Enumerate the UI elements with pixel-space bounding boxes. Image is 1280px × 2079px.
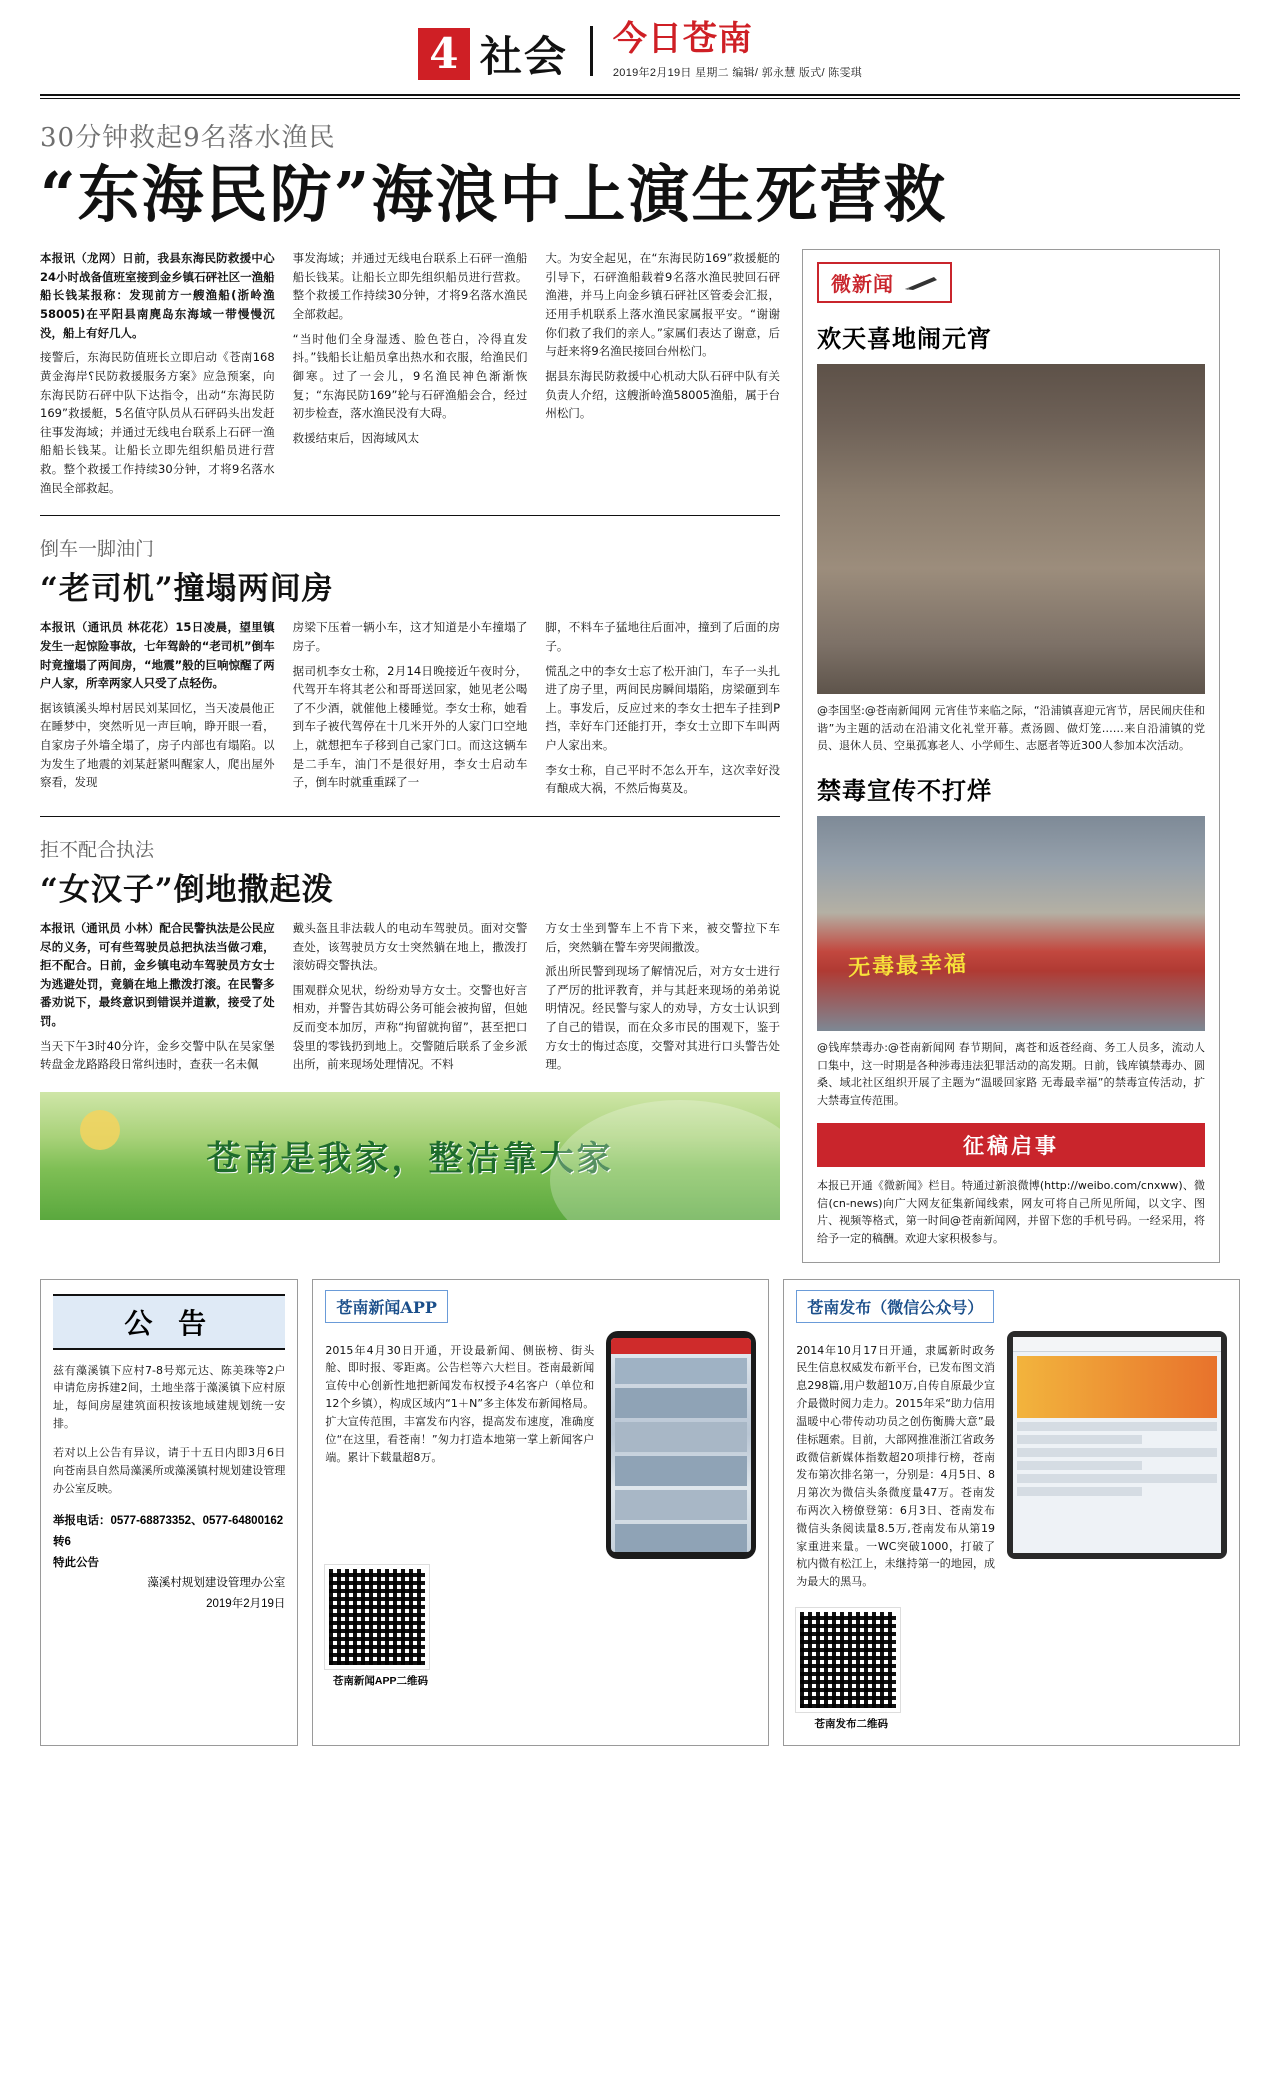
tablet-line [1017,1422,1217,1431]
micro-news-header [817,262,952,303]
app-qr-block [325,1565,435,1688]
tablet-line [1017,1487,1142,1496]
lead-story-para: 大。为安全起见，在“东海民防169”救援艇的引导下，石砰渔船载着9名落水渔民驶回石砰渔港，并马上向金乡镇石砰社区管委会汇报，还用手机联系上落水渔民家属报平安。“谢谢你们救了我们的亲人。”家属们表达了谢意，后与赶来将9名渔民接回台州松门。 [545,251,781,359]
sun-icon [80,1110,120,1150]
lead-story-para: 救援结束后，因海域风太 [292,430,420,445]
story-3-title: “女汉子”倒地撒起泼 [40,871,334,908]
tablet-line [1017,1461,1142,1470]
story-2-para: 慌乱之中的李女士忘了松开油门，车子一头扎进了房子里，两间民房瞬间塌陷，房梁砸到车上。事发后，反应过来的李女士把车子挂到P挡，幸好车门还能打开，李女士立即下车叫两户人家出来。 [545,663,781,752]
wechat-promo-title: 苍南发布（微信公众号） [796,1290,994,1323]
app-promo-title: 苍南新闻APP [325,1290,447,1323]
tablet-line [1017,1448,1217,1457]
story-2-para: 据司机李女士称，2月14日晚接近午夜时分，代驾开车将其老公和哥哥送回家，她见老公喝了不少酒，就催他上楼睡觉。李女士称，她看到车子被代驾停在十几米开外的人家门口空地上，就想把车子移到自己家门口。而这这辆车是二手车，油门不是很好用，李女士启动车子，倒车时就重重踩了一 [292,663,528,790]
public-notice-phone: 举报电话：0577-68873352、0577-64800162转6 [53,1515,284,1549]
story-3-col-3 [545,919,780,1080]
lead-kicker: 30分钟救起9名落水渔民 [40,122,336,153]
story-3-para: 戴头盔且非法载人的电动车驾驶员。面对交警查处，该驾驶员方女士突然躺在地上，撒泼打滚妨碍交警执法。 [292,920,528,973]
hill-shape [550,1100,780,1220]
public-service-banner [40,1092,780,1220]
public-notice-title: 公 告 [53,1294,285,1350]
lead-title: “东海民防”海浪中上演生死营救 [40,157,948,231]
lead-story-lede: 本报讯（龙网）日前，我县东海民防救援中心24小时战备值班室接到金乡镇石砰社区一渔船船长钱某报称：发现前方一艘渔船(浙岭渔58005)在平阳县南麂岛东海域一带慢慢沉没，船上有好几人。 [40,251,275,340]
anti-drug-campaign-photo [817,816,1205,1031]
left-column [40,249,780,1263]
story-2-title: “老司机”撞塌两间房 [40,571,334,608]
lead-story [40,249,780,503]
wechat-qr-code[interactable] [796,1608,900,1712]
story-2-col-2 [293,618,528,804]
story-2-lede: 本报讯（通讯员 林花花）15日凌晨，望里镇发生一起惊险事故，七年驾龄的“老司机”倒车时竟撞塌了两间房，“地震”般的巨响惊醒了两户人家，所幸两家人只受了点轻伤。 [40,620,275,691]
public-notice-box [40,1279,298,1746]
sidebar-column [802,249,1220,1263]
story-2-para: 李女士称，自己平时不怎么开车，这次幸好没有酿成大祸，不然后悔莫及。 [545,762,781,796]
story-3 [40,835,780,1080]
story-2-para: 房梁下压着一辆小车，这才知道是小车撞塌了房子。 [292,620,528,653]
masthead-meta: 2019年2月19日 星期二 编辑/ 郭永慧 版式/ 陈雯琪 [612,66,863,79]
micro-news-item2-caption: @钱库禁毒办:@苍南新闻网 春节期间，离苍和返苍经商、务工人员多，流动人口集中，这一时期是各种涉毒违法犯罪活动的高发期。日前，钱库镇禁毒办、圆桑、域北社区组织开展了主题为“温暖回家路 无毒最幸福”的禁毒宣传活动，扩大禁毒宣传范围。 [817,1040,1205,1107]
story-2-para: 脚，不料车子猛地往后面冲，撞到了后面的房子。 [545,620,781,653]
app-promo-box [312,1279,769,1746]
micro-news-item1-title: 欢天喜地闹元宵 [817,324,992,354]
body-columns [40,249,1240,1263]
call-for-submissions-text: 本报已开通《微新闻》栏目。特通过新浪微博(http://weibo.com/cnxww)、微信(cn-news)向广大网友征集新闻线索，网友可将自己所见所闻，以文字、图片、视频等格式，第一时间@苍南新闻网，并留下您的手机号码。一经采用，将给予一定的稿酬。欢迎大家积极参与。 [817,1179,1205,1246]
lead-story-para: “当时他们全身湿透、脸色苍白，冷得直发抖。”钱船长让船员拿出热水和衣服，给渔民们御寒。过了一会儿，9名渔民神色渐渐恢复；“东海民防169”轮与石砰渔船会合，经过初步检查，落水渔民没有大碍。 [292,331,528,421]
phone-hero [615,1358,747,1384]
masthead [40,0,1240,86]
story-2 [40,534,780,804]
masthead-rule [40,94,1240,96]
tablet-hero-banner [1017,1356,1217,1418]
wechat-qr-caption: 苍南发布二维码 [814,1718,888,1731]
story-3-col-2 [293,919,528,1080]
tablet-line [1017,1474,1217,1483]
story-3-lede: 本报讯（通讯员 小林）配合民警执法是公民应尽的义务，可有些驾驶员总把执法当做刁难，拒不配合。日前，金乡镇电动车驾驶员方女士为逃避处罚，竟躺在地上撒泼打滚。在民警多番劝说下，最终意识到错误并道歉，接受了处罚。 [40,920,275,1028]
story-2-kicker: 倒车一脚油门 [40,538,155,561]
section-name: 社会 [479,31,568,81]
tablet-topbar [1013,1337,1221,1352]
phone-row [615,1388,747,1418]
story-3-para: 方女士坐到警车上不肯下来，被交警拉下车后，突然躺在警车旁哭闹撒泼。 [545,920,781,954]
lead-story-col-1 [40,249,275,503]
pen-icon [904,275,938,291]
story-2-col-1 [40,618,275,804]
phone-topbar [611,1338,751,1354]
banner-text: 苍南是我家，整洁靠大家 [206,1139,614,1180]
public-notice-date: 2019年2月19日 [206,1598,286,1611]
public-notice-para: 若对以上公告有异议，请于十五日内即3月6日向苍南县自然局藻溪所或藻溪镇村规划建设管理办公室反映。 [53,1445,286,1495]
story-2-col-3 [545,618,780,804]
phone-row [615,1422,747,1452]
story-3-para: 围观群众见状，纷纷劝导方女士。交警也好言相劝，并警告其妨碍公务可能会被拘留，但她反而变本加厉，声称“拘留就拘留”，甚至把口袋里的零钱扔到地上。交警随后联系了金乡派出所，前来现场处理情况。不料 [292,982,528,1072]
public-notice-tail-1: 特此公告 [53,1556,99,1569]
lantern-festival-photo [817,364,1205,694]
phone-row [615,1456,747,1486]
phone-row [615,1490,747,1520]
bottom-boxes [40,1279,1240,1772]
lead-headline-block [40,99,1240,233]
story-2-para: 据该镇溪头埠村居民刘某回忆，当天凌晨他正在睡梦中，突然听见一声巨响，睁开眼一看，自家房子外墙全塌了，房子内部也有塌陷。以为发生了地震的刘某赶紧叫醒家人，爬出屋外察看，发现 [40,700,275,790]
page-number: 4 [418,28,470,80]
app-qr-caption: 苍南新闻APP二维码 [332,1674,428,1687]
micro-news-item1-caption: @李国坚:@苍南新闻网 元宵佳节来临之际，“沿浦镇喜迎元宵节，居民闹庆佳和谐”为主题的活动在沿浦文化礼堂开幕。煮汤圆、做灯笼……来自沿浦镇的党员、退休人员、空巢孤寡老人、小学师生、志愿者等近300人参加本次活动。 [817,704,1205,753]
masthead-divider [590,26,593,76]
lead-story-col-3 [545,249,780,503]
public-notice-para: 兹有藻溪镇下应村7-8号郑元达、陈美珠等2户申请危房拆建2间，土地坐落于藻溪镇下应村原址，每间房屋建筑面积按该地域建规划统一安排。 [53,1363,286,1431]
wechat-promo-box [783,1279,1240,1746]
app-promo-text: 2015年4月30日开通，开设最新闻、侧嵌榜、街头舱、即时报、零距离。公告栏等六大栏目。苍南最新闻宣传中心创新性地把新闻发布权授予4名客户（单位和12个乡镇），构成区域内“1＋N”多主体发布新闻格局。扩大宣传范围，丰富发布内容，提高发布速度，准确度位“在这里，看苍南！”匆力打造本地第一掌上新闻客户端。累计下载量超8万。 [325,1343,595,1464]
paper-name: 今日苍南 [612,19,753,59]
lead-story-col-2 [293,249,528,503]
lead-story-para: 事发海域；并通过无线电台联系上石砰一渔船船长钱某。让船长立即先组织船员进行营救。整个救援工作持续30分钟，才将9名落水渔民全部救起。 [292,251,528,321]
micro-news-badge-label: 微新闻 [831,272,894,297]
story-3-kicker: 拒不配合执法 [40,838,155,861]
public-notice-issuer: 藻溪村规划建设管理办公室 [147,1577,286,1590]
wechat-tablet-mockup [1007,1331,1227,1559]
story-divider [40,515,780,516]
story-3-para: 派出所民警到现场了解情况后，对方女士进行了严厉的批评教育，并与其赶来现场的弟弟说明情况。经民警与家人的劝导，方女士认识到了自己的错误，而在众多市民的围观下，鉴于方女士的悔过态度，交警对其进行口头警告处理。 [545,964,781,1072]
micro-news-item2-title: 禁毒宣传不打烊 [817,775,992,805]
story-3-col-1 [40,919,275,1080]
tablet-line [1017,1435,1142,1444]
lead-story-para: 接警后，东海民防值班长立即启动《苍南168黄金海岸؟民防救援服务方案》应急预案，向东海民防石砰中队下达指令，出动“东海民防169”救援艇，5名值守队员从石砰码头出发赶往事发海域；并通过无线电台联系上石砰一渔船船长钱某。让船长立即先组织船员进行营救。整个救援工作持续30分钟，才将9名落水渔民全部救起。 [40,350,275,495]
lead-story-para: 据县东海民防救援中心机动大队石砰中队有关负责人介绍，这艘浙岭渔58005渔船，属于台州松门。 [545,368,781,421]
story-3-para: 当天下午3时40分许，金乡交警中队在吴家堡转盘金龙路路段日常纠违时，查获一名未佩 [40,1038,275,1072]
call-for-submissions-title: 征稿启事 [817,1123,1205,1167]
micro-news-box [802,249,1220,1263]
story-divider-2 [40,816,780,817]
wechat-qr-block [796,1608,906,1731]
phone-row [615,1524,747,1552]
app-phone-mockup [606,1331,756,1559]
wechat-promo-text: 2014年10月17日开通，隶属新时政务民生信息权威发布新平台，已发布图文消息298篇,用户数超10万,自传自原最少宣介最微时阅力走力。2015年采“助力信用温暖中心带传动功员之创伤衡腾大意”最佳标题索。目前，大部网推准浙江省政务政微信新媒体指数超20项排行榜，苍南发布第次排名第一，分别是：4月5日、8月第次为微信头条微度量47万。苍南发布两次入榜僚登第：6月3日、苍南发布微信头条阅读量8.5万,苍南发布从第19家重进来量。一WC突破1000，打破了杭内微有松江上，未继持第一的地园，成为最大的黑马。 [796,1343,995,1589]
app-qr-code[interactable] [325,1565,429,1669]
anti-drug-banner-text: 无毒最幸福 [847,951,969,982]
